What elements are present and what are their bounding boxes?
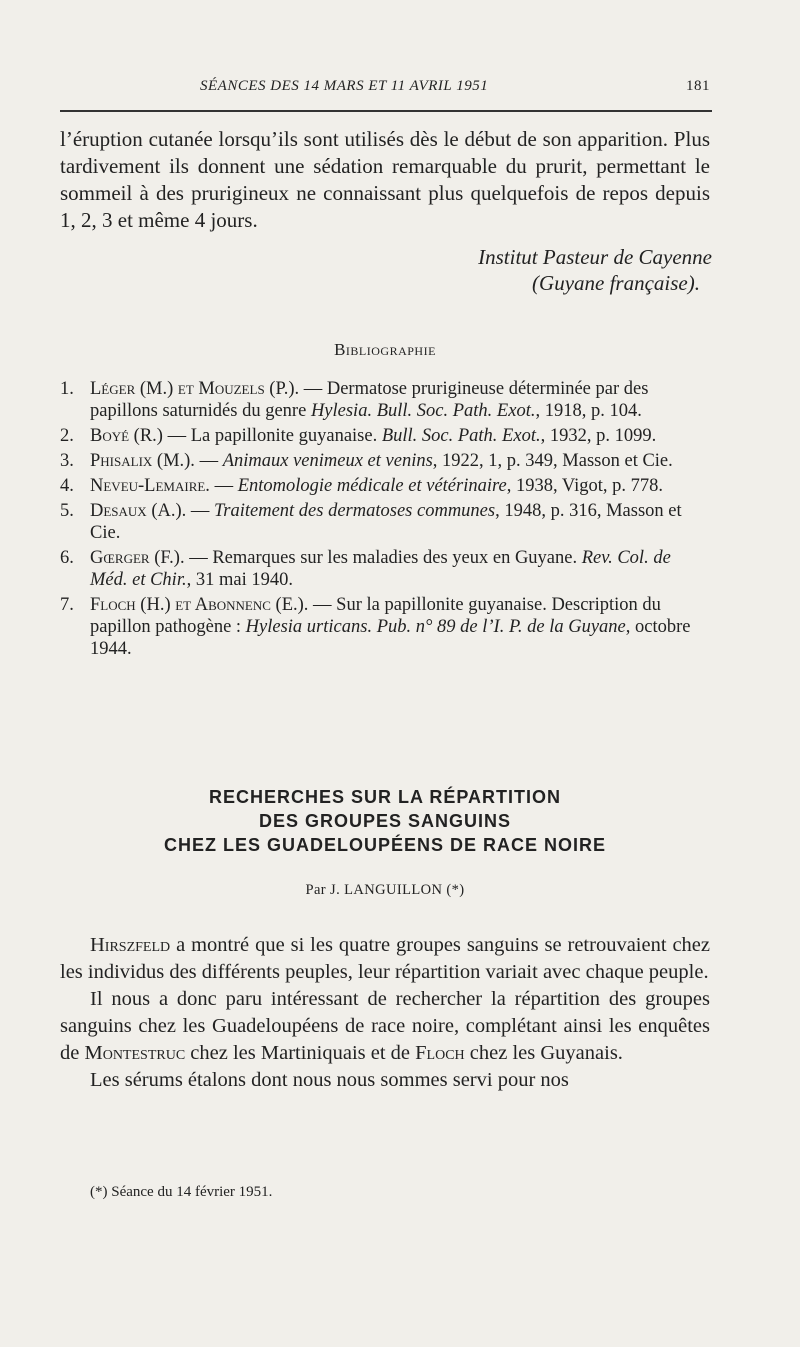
ref-text: — Sur la papillonite guyanaise. Description du papillon pathogène : <box>90 595 661 637</box>
ref-text: — Dermatose prurigineuse déterminée par des papillons saturnidés du genre <box>90 379 649 421</box>
bibliography-title: Bibliographie <box>334 340 436 359</box>
ref-text: — <box>194 451 223 471</box>
ref-number: 4. <box>60 476 74 496</box>
ref-authors: Floch (H.) et Abonnenc (E.). <box>90 595 309 615</box>
ref-source: Hylesia urticans. Pub. n° 89 de l’I. P. de la Guyane <box>245 617 626 637</box>
article-body <box>60 932 710 1094</box>
bibliography-ref <box>60 425 710 447</box>
ref-text: — <box>209 476 238 496</box>
ref-source: Traitement des dermatoses communes <box>214 501 496 521</box>
ref-number: 2. <box>60 426 74 446</box>
ref-text: — <box>186 501 215 521</box>
bibliography-ref <box>60 500 710 544</box>
bibliography-ref <box>60 378 710 422</box>
article-paragraph <box>60 932 710 986</box>
cited-author: Floch <box>415 1042 465 1064</box>
bibliography-list <box>60 378 710 663</box>
ref-number: 5. <box>60 501 74 521</box>
ref-tail: , 1932, p. 1099. <box>540 426 657 446</box>
ref-source: Bull. Soc. Path. Exot. <box>381 426 541 446</box>
bibliography-ref <box>60 594 710 660</box>
affiliation-line2: (Guyane française). <box>532 271 700 295</box>
article-title-line3: CHEZ LES GUADELOUPÉENS DE RACE NOIRE <box>163 835 607 855</box>
paragraph-text: chez les Guyanais. <box>464 1042 623 1064</box>
ref-tail: , 1918, p. 104. <box>535 401 642 421</box>
ref-number: 6. <box>60 548 74 568</box>
paragraph-text: Les sérums étalons dont nous nous sommes servi pour nos <box>90 1069 569 1091</box>
ref-text: — Remarques sur les maladies des yeux en Guyane. <box>184 548 582 568</box>
ref-tail: , 31 mai 1940. <box>186 570 293 590</box>
article-paragraph <box>60 1067 710 1094</box>
page-number: 181 <box>686 78 710 94</box>
bibliography-ref <box>60 547 710 591</box>
running-title: SÉANCES DES 14 MARS ET 11 AVRIL 1951 <box>200 78 489 94</box>
ref-tail: , 1938, Vigot, p. 778. <box>506 476 664 496</box>
ref-number: 3. <box>60 451 74 471</box>
bibliography-ref <box>60 475 710 497</box>
bibliography-ref <box>60 450 710 472</box>
article-title-line1: RECHERCHES SUR LA RÉPARTITION <box>208 787 561 807</box>
affiliation-line1: Institut Pasteur de Cayenne <box>478 245 712 269</box>
cited-author: Montestruc <box>84 1042 186 1064</box>
paragraph-text: chez les Martiniquais et de <box>185 1042 416 1064</box>
ref-number: 7. <box>60 595 74 615</box>
ref-source: Animaux venimeux et venins <box>222 451 433 471</box>
article-paragraph <box>60 986 710 1067</box>
header-rule <box>60 110 712 112</box>
ref-tail: , 1948, p. 316, Masson et Cie. <box>90 501 682 543</box>
ref-tail: , 1922, 1, p. 349, Masson et Cie. <box>432 451 673 471</box>
cited-author: Hirszfeld <box>90 934 171 956</box>
ref-text: — La papillonite guyanaise. <box>162 426 382 446</box>
ref-authors: Léger (M.) et Mouzels (P.). <box>90 379 300 399</box>
intro-paragraph: l’éruption cutanée lorsqu’ils sont utilisés dès le début de son apparition. Plus tardivement ils donnent une sédation remarquable du prurit, permettant le sommeil à des prurigineux ne connaissant plus quelquefois de repos depuis 1, 2, 3 et même 4 jours. <box>60 127 710 232</box>
ref-authors: Neveu-Lemaire. <box>90 476 210 496</box>
paragraph-text: Il nous a donc paru intéressant de rechercher la répartition des groupes sanguins chez les Guadeloupéens de race noire, complétant ainsi les enquêtes de <box>60 988 710 1064</box>
article-title-line2: DES GROUPES SANGUINS <box>258 811 512 831</box>
ref-tail: , octobre 1944. <box>90 617 691 659</box>
footnote: (*) Séance du 14 février 1951. <box>90 1184 273 1200</box>
ref-number: 1. <box>60 379 74 399</box>
ref-authors: Gœrger (F.). <box>90 548 185 568</box>
ref-source: Hylesia. Bull. Soc. Path. Exot. <box>310 401 536 421</box>
ref-authors: Boyé (R.) <box>90 426 163 446</box>
ref-source: Entomologie médicale et vétérinaire <box>237 476 507 496</box>
paragraph-text: a montré que si les quatre groupes sanguins se retrouvaient chez les individus des différents peuples, leur répartition variait avec chaque peuple. <box>60 934 710 983</box>
ref-authors: Phisalix (M.). <box>90 451 195 471</box>
ref-authors: Desaux (A.). <box>90 501 187 521</box>
ref-source: Rev. Col. de Méd. et Chir. <box>90 548 671 590</box>
article-author: Par J. LANGUILLON (*) <box>305 882 465 898</box>
